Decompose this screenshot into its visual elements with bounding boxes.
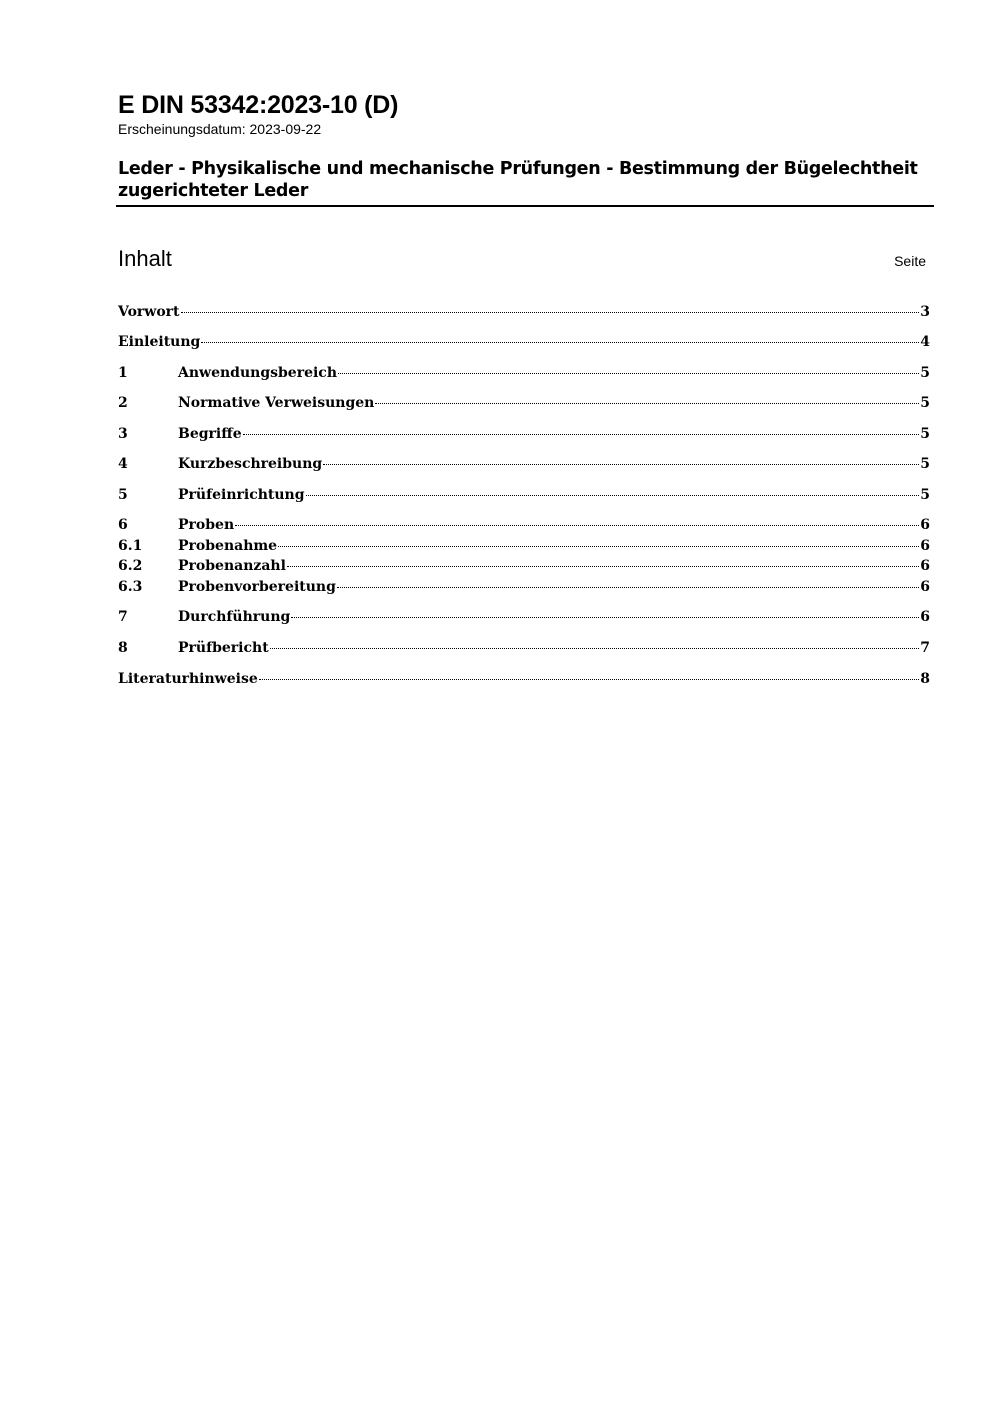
toc-entry-label: Probenahme — [178, 538, 278, 554]
toc-heading: Inhalt — [118, 246, 172, 271]
toc-entry-page: 8 — [920, 671, 930, 687]
toc-entry-label: Durchführung — [178, 609, 291, 625]
dot-leader — [337, 587, 919, 588]
toc-entry-label: Prüfbericht — [178, 640, 269, 656]
dot-leader — [375, 403, 919, 404]
toc-entry-page: 5 — [920, 456, 930, 472]
toc-entry-number: 6 — [118, 517, 128, 533]
toc-page-column-heading: Seite — [894, 253, 926, 269]
dot-leader — [181, 312, 920, 313]
dot-leader — [201, 342, 919, 343]
toc-entry-label: Vorwort — [118, 304, 180, 320]
toc-entry-label: Begriffe — [178, 426, 242, 442]
toc-entry-number: 6.3 — [118, 579, 143, 595]
toc-entry-page: 7 — [920, 640, 930, 656]
toc-entry-number: 6.1 — [118, 538, 143, 554]
toc-entry-6-2[interactable] — [118, 557, 930, 575]
document-title: Leder - Physikalische und mechanische Prüfungen - Bestimmung der Bügelechtheit zugerichteter Leder — [118, 159, 918, 201]
dot-leader — [235, 525, 919, 526]
release-date: Erscheinungsdatum: 2023-09-22 — [118, 121, 322, 137]
toc-entry-label: Literaturhinweise — [118, 671, 258, 687]
toc-entry-label: Anwendungsbereich — [178, 365, 337, 381]
toc-entry-label: Probenanzahl — [178, 558, 286, 574]
toc-entry-label: Kurzbeschreibung — [178, 456, 323, 472]
toc-entry-einleitung[interactable] — [118, 333, 930, 351]
dot-leader — [259, 679, 920, 680]
toc-entry-vorwort[interactable] — [118, 303, 930, 321]
toc-entry-page: 6 — [920, 579, 930, 595]
dot-leader — [278, 546, 919, 547]
dot-leader — [287, 566, 919, 567]
toc-entry-number: 7 — [118, 609, 128, 625]
toc-entry-page: 6 — [920, 517, 930, 533]
toc-entry-label: Normative Verweisungen — [178, 395, 375, 411]
toc-entry-3[interactable] — [118, 425, 930, 443]
toc-entry-label: Probenvorbereitung — [178, 579, 336, 595]
toc-entry-1[interactable] — [118, 364, 930, 382]
dot-leader — [243, 434, 920, 435]
toc-entry-5[interactable] — [118, 486, 930, 504]
toc-entry-page: 5 — [920, 365, 930, 381]
dot-leader — [306, 495, 920, 496]
toc-entry-number: 8 — [118, 640, 128, 656]
toc-entry-page: 6 — [920, 558, 930, 574]
toc-entry-page: 5 — [920, 487, 930, 503]
toc-entry-page: 5 — [920, 426, 930, 442]
toc-entry-number: 5 — [118, 487, 128, 503]
toc-entry-label: Prüfeinrichtung — [178, 487, 305, 503]
toc-entry-label: Proben — [178, 517, 235, 533]
toc-entry-label: Einleitung — [118, 334, 201, 350]
toc-entry-number: 2 — [118, 395, 128, 411]
toc-entry-number: 6.2 — [118, 558, 143, 574]
toc-entry-6-1[interactable] — [118, 537, 930, 555]
toc-entry-7[interactable] — [118, 608, 930, 626]
toc-entry-page: 6 — [920, 538, 930, 554]
toc-entry-number: 3 — [118, 426, 128, 442]
title-divider — [116, 205, 934, 207]
toc-entry-page: 6 — [920, 609, 930, 625]
dot-leader — [323, 464, 919, 465]
toc-entry-2[interactable] — [118, 394, 930, 412]
toc-entry-6[interactable] — [118, 516, 930, 534]
toc-entry-8[interactable] — [118, 639, 930, 657]
toc-entry-6-3[interactable] — [118, 578, 930, 596]
toc-entry-number: 1 — [118, 365, 128, 381]
toc-entry-page: 5 — [920, 395, 930, 411]
document-header — [118, 90, 934, 137]
toc-entry-page: 3 — [920, 304, 930, 320]
dot-leader — [338, 373, 919, 374]
dot-leader — [270, 648, 920, 649]
toc-entry-literaturhinweise[interactable] — [118, 670, 930, 688]
toc-entry-4[interactable] — [118, 455, 930, 473]
document-id: E DIN 53342:2023-10 (D) — [118, 91, 399, 119]
toc-entry-number: 4 — [118, 456, 128, 472]
dot-leader — [291, 617, 919, 618]
toc-entry-page: 4 — [920, 334, 930, 350]
